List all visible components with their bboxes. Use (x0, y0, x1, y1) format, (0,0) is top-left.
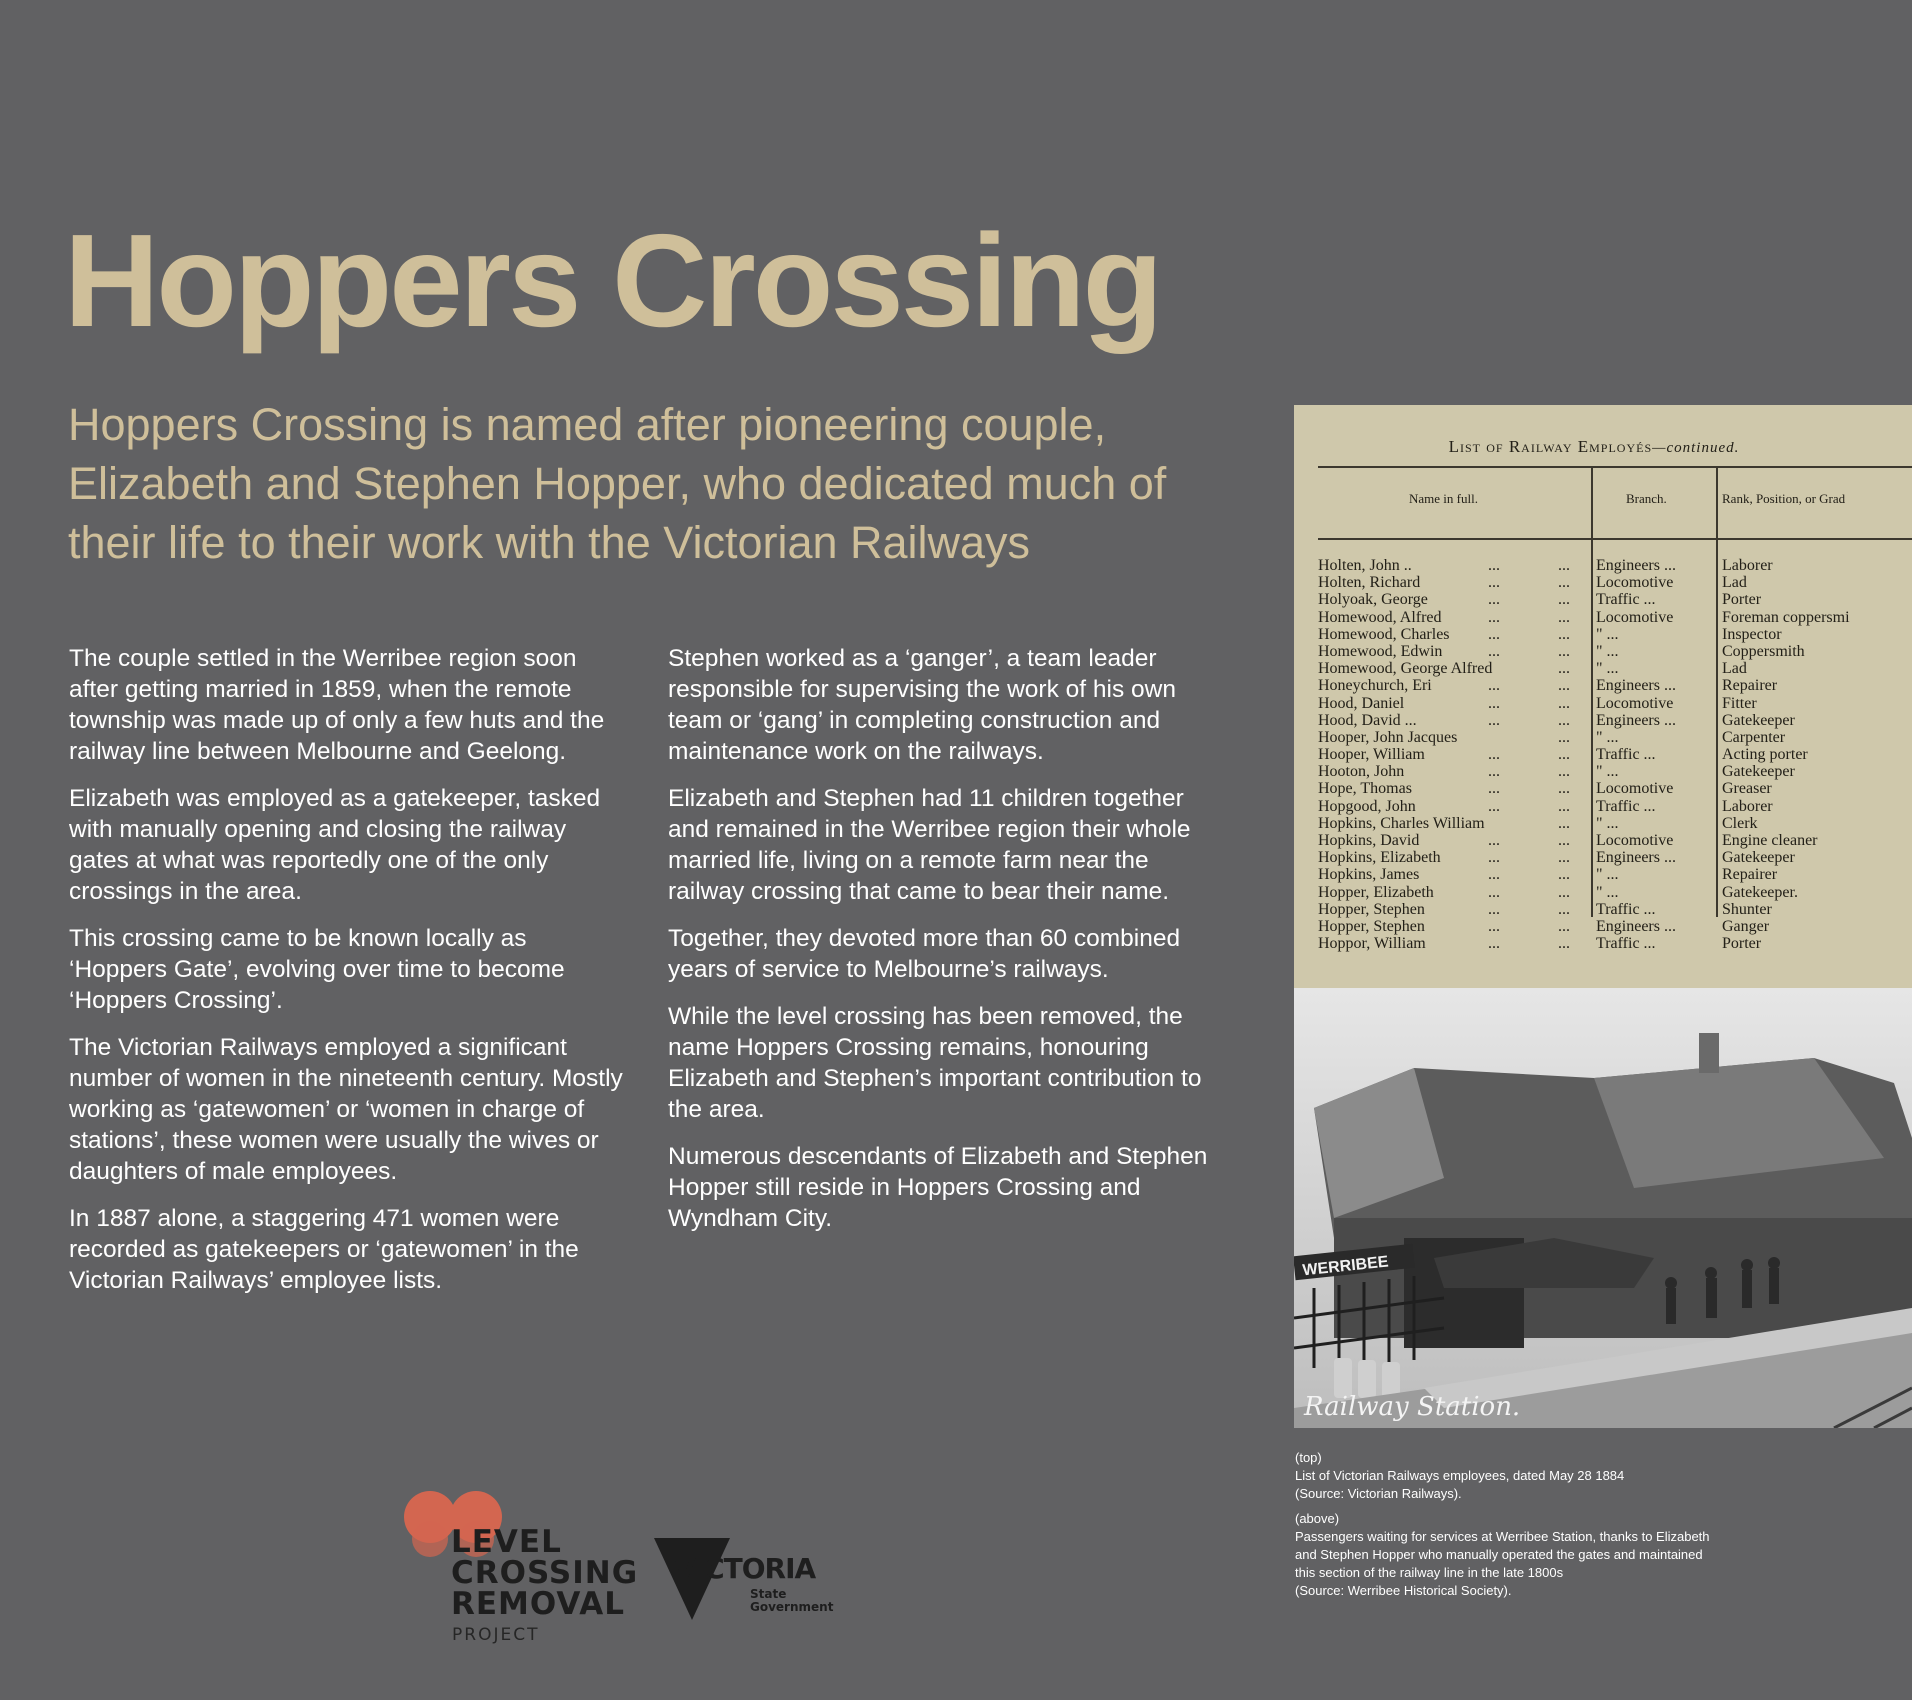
document-cell-dots: ... (1488, 746, 1500, 764)
document-cell-rank: Porter (1722, 935, 1762, 953)
document-row (1318, 591, 1912, 608)
document-cell-branch: " ... (1596, 866, 1619, 884)
document-cell-name: Hood, David ... (1318, 711, 1417, 729)
document-row (1318, 918, 1912, 935)
document-cell-branch: Locomotive (1596, 780, 1674, 798)
document-cell-rank: Greaser (1722, 780, 1772, 798)
caption-description: Passengers waiting for services at Werribee Station, thanks to Elizabeth and Stephen Hopper who manually operated the gates and maintained this section of the railway line in the late 1800s (1295, 1529, 1710, 1580)
document-cell-branch: " ... (1596, 625, 1619, 643)
paragraph: In 1887 alone, a staggering 471 women were recorded as gatekeepers or ‘gatewomen’ in the Victorian Railways’ employee lists. (69, 1205, 579, 1294)
document-cell-rank: Shunter (1722, 900, 1772, 918)
paragraph: Numerous descendants of Elizabeth and Stephen Hopper still reside in Hoppers Crossing and Wyndham City. (668, 1143, 1208, 1232)
document-cell-branch: " ... (1596, 728, 1619, 746)
document-cell-name: Hoppor, William (1318, 935, 1426, 953)
document-row (1318, 815, 1912, 832)
document-cell-dots: ... (1488, 935, 1500, 953)
document-cell-rank: Repairer (1722, 677, 1778, 695)
document-cell-branch: Traffic ... (1596, 746, 1656, 764)
caption-above (1295, 1510, 1715, 1600)
document-cell-dots2: ... (1558, 608, 1570, 626)
document-row (1318, 884, 1912, 901)
document-cell-branch: " ... (1596, 814, 1619, 832)
paragraph: While the level crossing has been removed, the name Hoppers Crossing remains, honouring Elizabeth and Stephen’s important contribution to the area. (668, 1003, 1202, 1123)
document-cell-dots2: ... (1558, 591, 1570, 609)
document-cell-dots: ... (1488, 780, 1500, 798)
document-cell-dots2: ... (1558, 625, 1570, 643)
document-cell-name: Hopper, Stephen (1318, 900, 1425, 918)
left-text-column (69, 643, 629, 1312)
document-row (1318, 660, 1912, 677)
image-caption (1295, 1449, 1715, 1607)
caption-top (1295, 1449, 1715, 1503)
document-cell-name: Hopper, Elizabeth (1318, 883, 1434, 901)
caption-source: (Source: Werribee Historical Society). (1295, 1583, 1512, 1598)
document-cell-name: Holten, John .. (1318, 557, 1412, 574)
document-cell-rank: Lad (1722, 574, 1747, 592)
document-cell-name: Holten, Richard (1318, 574, 1421, 592)
document-cell-branch: Locomotive (1596, 608, 1674, 626)
document-cell-branch: " ... (1596, 883, 1619, 901)
document-cell-dots2: ... (1558, 642, 1570, 660)
document-cell-branch: Engineers ... (1596, 917, 1676, 935)
document-cell-branch: Traffic ... (1596, 797, 1656, 815)
document-cell-dots: ... (1488, 917, 1500, 935)
document-cell-branch: Locomotive (1596, 832, 1674, 849)
document-cell-dots2: ... (1558, 935, 1570, 953)
document-row (1318, 935, 1912, 952)
document-cell-dots: ... (1488, 677, 1500, 695)
document-cell-dots2: ... (1558, 711, 1570, 729)
document-cell-branch: " ... (1596, 642, 1619, 660)
document-cell-branch: Engineers ... (1596, 677, 1676, 695)
document-cell-name: Hopkins, Elizabeth (1318, 849, 1441, 867)
document-cell-dots2: ... (1558, 694, 1570, 712)
document-cell-name: Hopkins, Charles William (1318, 814, 1485, 832)
document-cell-rank: Gatekeeper (1722, 763, 1795, 781)
station-illustration (1294, 988, 1912, 1428)
employee-list-document-image (1294, 405, 1912, 988)
document-cell-rank: Engine cleaner (1722, 832, 1818, 849)
document-row (1318, 866, 1912, 883)
caption-source: (Source: Victorian Railways). (1295, 1486, 1462, 1501)
document-cell-dots2: ... (1558, 728, 1570, 746)
lcr-subtitle: PROJECT (452, 1625, 540, 1645)
page-title: Hoppers Crossing (64, 207, 1161, 354)
document-cell-dots2: ... (1558, 814, 1570, 832)
document-cell-rank: Repairer (1722, 866, 1778, 884)
level-crossing-removal-logo (398, 1477, 639, 1647)
document-cell-rank: Foreman coppersmi (1722, 608, 1850, 626)
document-header-rank: Rank, Position, or Grad (1722, 491, 1846, 506)
paragraph: The couple settled in the Werribee region soon after getting married in 1859, when the remote township was made up of only a few huts and the railway line between Melbourne and Geelong. (69, 645, 605, 765)
werribee-station-photo (1294, 988, 1912, 1428)
document-row (1318, 746, 1912, 763)
victoria-state-government-logo (652, 1532, 834, 1632)
page-subtitle: Hoppers Crossing is named after pioneering couple, Elizabeth and Stephen Hopper, who dedicated much of their life to their work with the Victorian Railways (68, 399, 1167, 568)
document-cell-rank: Ganger (1722, 917, 1770, 935)
document-cell-branch: Engineers ... (1596, 711, 1676, 729)
document-row (1318, 677, 1912, 694)
vic-sub-line: State (750, 1587, 787, 1601)
document-cell-name: Hooper, John Jacques (1318, 728, 1458, 746)
document-cell-dots: ... (1488, 763, 1500, 781)
divider (1318, 538, 1912, 540)
document-header-branch: Branch. (1626, 491, 1667, 506)
paragraph: Elizabeth and Stephen had 11 children together and remained in the Werribee region their whole married life, living on a remote farm near the railway crossing that came to bear their name. (668, 785, 1191, 905)
document-cell-rank: Acting porter (1722, 746, 1808, 764)
document-cell-dots: ... (1488, 866, 1500, 884)
document-title (1294, 437, 1894, 457)
document-cell-name: Hopkins, James (1318, 866, 1420, 884)
lcr-wordmark (451, 1524, 639, 1622)
document-cell-rank: Laborer (1722, 797, 1773, 815)
document-row (1318, 574, 1912, 591)
document-cell-name: Homewood, Edwin (1318, 642, 1443, 660)
document-cell-dots2: ... (1558, 883, 1570, 901)
document-cell-name: Hood, Daniel (1318, 694, 1405, 712)
document-cell-dots2: ... (1558, 660, 1570, 678)
victoria-wordmark: VICTORIA (674, 1552, 816, 1585)
document-cell-rank: Gatekeeper (1722, 711, 1795, 729)
document-row (1318, 626, 1912, 643)
photo-handwritten-label: Railway Station. (1304, 1392, 1521, 1422)
document-cell-dots2: ... (1558, 849, 1570, 867)
document-cell-name: Holyoak, George (1318, 591, 1428, 609)
document-cell-branch: Locomotive (1596, 694, 1674, 712)
paragraph: The Victorian Railways employed a significant number of women in the nineteenth century. Mostly working as ‘gatewomen’ or ‘women in charge of stations’, these women were usually the wives or daughters of male employees. (69, 1034, 623, 1185)
document-cell-dots2: ... (1558, 574, 1570, 592)
document-cell-dots2: ... (1558, 917, 1570, 935)
document-cell-rank: Gatekeeper (1722, 849, 1795, 867)
document-row (1318, 763, 1912, 780)
right-text-column (668, 643, 1228, 1250)
document-cell-dots2: ... (1558, 746, 1570, 764)
document-cell-branch: Engineers ... (1596, 849, 1676, 867)
document-cell-name: Hope, Thomas (1318, 780, 1412, 798)
document-row (1318, 780, 1912, 797)
document-row (1318, 849, 1912, 866)
station-sign-text: WERRIBEE (1301, 1253, 1390, 1280)
document-cell-dots2: ... (1558, 677, 1570, 695)
document-cell-dots: ... (1488, 574, 1500, 592)
document-cell-dots2: ... (1558, 780, 1570, 798)
caption-position: (above) (1295, 1511, 1340, 1526)
document-cell-name: Hooton, John (1318, 763, 1405, 781)
document-cell-branch: " ... (1596, 660, 1619, 678)
document-cell-rank: Gatekeeper. (1722, 883, 1798, 901)
document-row (1318, 609, 1912, 626)
document-rows (1318, 557, 1912, 952)
victoria-subtitle (750, 1588, 833, 1614)
document-row (1318, 729, 1912, 746)
document-cell-dots: ... (1488, 883, 1500, 901)
caption-position: (top) (1295, 1450, 1322, 1465)
document-cell-name: Honeychurch, Eri (1318, 677, 1432, 695)
document-row (1318, 901, 1912, 918)
document-cell-dots2: ... (1558, 866, 1570, 884)
document-cell-dots2: ... (1558, 832, 1570, 849)
document-cell-branch: Locomotive (1596, 574, 1674, 592)
document-cell-branch: Traffic ... (1596, 591, 1656, 609)
document-cell-rank: Porter (1722, 591, 1762, 609)
document-cell-dots: ... (1488, 642, 1500, 660)
document-cell-dots: ... (1488, 608, 1500, 626)
document-cell-branch: Traffic ... (1596, 935, 1656, 953)
document-cell-dots: ... (1488, 625, 1500, 643)
document-cell-name: Homewood, Charles (1318, 625, 1450, 643)
document-cell-rank: Coppersmith (1722, 642, 1805, 660)
lcr-line: CROSSING (451, 1555, 639, 1591)
document-row (1318, 557, 1912, 574)
document-cell-dots: ... (1488, 832, 1500, 849)
document-cell-dots2: ... (1558, 797, 1570, 815)
document-cell-dots: ... (1488, 694, 1500, 712)
divider (1318, 466, 1912, 468)
caption-description: List of Victorian Railways employees, dated May 28 1884 (1295, 1468, 1625, 1483)
document-cell-dots: ... (1488, 711, 1500, 729)
document-cell-dots: ... (1488, 900, 1500, 918)
document-cell-dots: ... (1488, 797, 1500, 815)
document-cell-name: Homewood, George Alfred (1318, 660, 1493, 678)
document-cell-name: Hooper, William (1318, 746, 1425, 764)
document-cell-rank: Laborer (1722, 557, 1773, 574)
paragraph: Together, they devoted more than 60 combined years of service to Melbourne’s railways. (668, 925, 1181, 983)
document-cell-rank: Clerk (1722, 814, 1758, 832)
document-cell-name: Hopgood, John (1318, 797, 1416, 815)
document-row (1318, 695, 1912, 712)
document-cell-branch: Traffic ... (1596, 900, 1656, 918)
document-header-name: Name in full. (1409, 491, 1478, 506)
document-cell-dots: ... (1488, 591, 1500, 609)
document-cell-rank: Fitter (1722, 694, 1757, 712)
document-cell-rank: Inspector (1722, 625, 1782, 643)
document-title-text: List of Railway Employés (1448, 437, 1653, 456)
document-cell-name: Hopper, Stephen (1318, 917, 1425, 935)
lcr-line: REMOVAL (451, 1586, 626, 1622)
lcr-line: LEVEL (451, 1524, 562, 1560)
document-row (1318, 798, 1912, 815)
document-row (1318, 712, 1912, 729)
document-row (1318, 643, 1912, 660)
document-title-suffix: —continued. (1652, 440, 1740, 456)
vic-sub-line: Government (750, 1600, 834, 1614)
document-cell-dots: ... (1488, 849, 1500, 867)
document-cell-dots2: ... (1558, 557, 1570, 574)
document-cell-branch: Engineers ... (1596, 557, 1676, 574)
paragraph: This crossing came to be known locally as ‘Hoppers Gate’, evolving over time to become ‘Hoppers Crossing’. (69, 925, 565, 1014)
document-cell-branch: " ... (1596, 763, 1619, 781)
document-cell-dots2: ... (1558, 900, 1570, 918)
document-cell-name: Homewood, Alfred (1318, 608, 1442, 626)
document-row (1318, 832, 1912, 849)
paragraph: Elizabeth was employed as a gatekeeper, tasked with manually opening and closing the railway gates at what was reportedly one of the only crossings in the area. (69, 785, 601, 905)
paragraph: Stephen worked as a ‘ganger’, a team leader responsible for supervising the work of his own team or ‘gang’ in completing construction and maintenance work on the railways. (668, 645, 1176, 765)
document-cell-dots2: ... (1558, 763, 1570, 781)
document-cell-name: Hopkins, David (1318, 832, 1420, 849)
document-cell-rank: Carpenter (1722, 728, 1786, 746)
document-cell-dots: ... (1488, 557, 1500, 574)
document-cell-rank: Lad (1722, 660, 1747, 678)
